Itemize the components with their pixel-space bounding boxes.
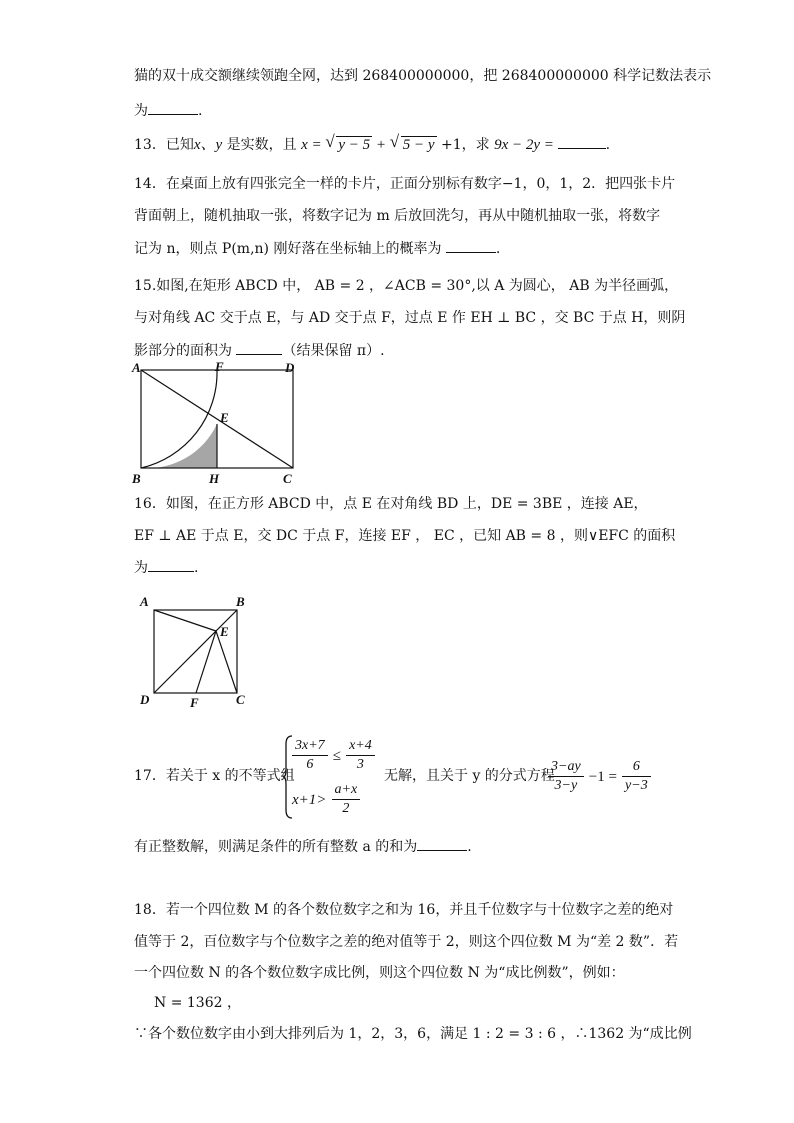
- q15-label-b: B: [132, 471, 141, 485]
- q17-prefix: 17．若关于 x 的不等式组: [134, 768, 295, 784]
- q17-eq-left-num: 3−ay: [548, 758, 584, 777]
- q17-eq-right-den: y−3: [625, 778, 648, 793]
- q13-tail: +1，求: [436, 137, 495, 153]
- q17-eq-left-frac: [548, 758, 584, 795]
- q17-ineq1-op: ≤: [332, 748, 341, 764]
- q17-ineq1-right-den: 3: [356, 757, 364, 772]
- q17-fraction-equation: [548, 758, 651, 795]
- q13-prefix: 13．已知: [134, 137, 194, 153]
- q12-line2-post: .: [198, 103, 203, 119]
- q13-root1-radicand: y − 5: [338, 137, 371, 153]
- q13-root2-radicand: 5 − y: [402, 137, 435, 153]
- q17-ineq1-left-frac: [292, 737, 328, 774]
- q18-line3: 一个四位数 N 的各个数位数字成比例，则这个四位数 N 为“成比例数”，例如：: [134, 965, 625, 981]
- q16-line3: [134, 557, 198, 578]
- q15-shaded-region: [141, 424, 217, 468]
- q15-answer-blank[interactable]: [236, 340, 282, 355]
- q12-line2-pre: 为: [134, 103, 148, 119]
- q15-label-a: A: [132, 360, 141, 375]
- q13-plus: +: [372, 137, 390, 153]
- q17-ineq2-num: a+x: [332, 781, 361, 800]
- q16-segment-ec: [216, 631, 237, 693]
- q16-diagonal-bd: [154, 610, 237, 693]
- q17-inequality-2: [292, 781, 360, 818]
- q17-eq-right-frac: [622, 758, 651, 795]
- q16-label-f: F: [190, 695, 199, 710]
- q17-eq-right-num: 6: [622, 758, 651, 777]
- q16-line2: EF ⊥ AE 于点 E，交 DC 于点 F，连接 EF ， EC ，已知 AB = 8 ，则∨EFC 的面积: [134, 528, 676, 544]
- q17-ineq2-den: 2: [342, 801, 350, 816]
- q15-label-h: H: [209, 471, 220, 485]
- q14-answer-blank[interactable]: [446, 238, 496, 253]
- q17-ineq2-frac: [332, 781, 361, 818]
- q17-minus-one: −1 =: [588, 769, 617, 785]
- q15-label-f: F: [215, 360, 224, 374]
- q13-root1: √ y − 5: [325, 132, 371, 153]
- q18-line2: 值等于 2，百位数字与个位数字之差的绝对值等于 2，则这个四位数 M 为“差 2 数”．若: [134, 934, 679, 950]
- q12-line1: 猫的双十成交额继续领跑全网，达到 268400000000，把 268400000000 科学记数法表示: [134, 68, 712, 84]
- q14-line1: 14．在桌面上放有四张完全一样的卡片，正面分别标有数字−1，0，1，2．把四张卡片: [134, 176, 676, 192]
- q16-figure: [134, 590, 259, 710]
- q17-line2-post: .: [467, 839, 472, 855]
- q15-label-c: C: [283, 471, 292, 485]
- q17-inequality-1: [292, 737, 375, 774]
- q13-root2: √ 5 − y: [389, 132, 435, 153]
- q17-ineq1-right-num: x+4: [346, 737, 375, 756]
- q15-figure: [130, 360, 305, 485]
- q12-line2: [134, 100, 202, 121]
- q17-ineq2-lhs: x+1>: [292, 792, 327, 808]
- q17-ineq1-left-num: 3x+7: [292, 737, 328, 756]
- q16-line1: 16．如图，在正方形 ABCD 中，点 E 在对角线 BD 上，DE = 3BE ，连接 AE，: [134, 496, 648, 512]
- q16-label-a: A: [140, 594, 149, 609]
- q18-line5: ∵各个数位数字由小到大排列后为 1，2，3，6，满足 1 : 2 = 3 : 6 ，∴1362 为“成比例: [134, 1026, 692, 1042]
- q14-line3: [134, 238, 500, 259]
- q13-vars: x、y: [193, 137, 223, 153]
- q13-eq-eq: =: [307, 137, 326, 153]
- q14-line3-post: .: [495, 241, 501, 257]
- q12-answer-blank[interactable]: [148, 100, 198, 115]
- q17-line2-pre: 有正整数解，则满足条件的所有整数 a 的和为: [134, 839, 418, 855]
- q16-label-b: B: [236, 594, 245, 609]
- q16-line3-post: .: [194, 560, 199, 576]
- q13-eq-lhs: x: [301, 137, 308, 153]
- q13-answer-blank[interactable]: [558, 134, 606, 149]
- q15-label-d: D: [285, 360, 295, 375]
- q13-line: [134, 134, 610, 155]
- q17-ineq1-right-frac: [346, 737, 375, 774]
- q13-eqs: =: [540, 137, 558, 153]
- q18-line1: 18．若一个四位数 M 的各个数位数字之和为 16，并且千位数字与十位数字之差的绝对: [134, 902, 674, 918]
- q14-line3-pre: 记为 n，则点 P(m,n) 刚好落在坐标轴上的概率为: [134, 241, 446, 257]
- q17-answer-blank[interactable]: [417, 836, 467, 851]
- q18-line4: N = 1362 ，: [154, 995, 241, 1011]
- q15-line2: 与对角线 AC 交于点 E，与 AD 交于点 F，过点 E 作 EH ⊥ BC ，交 BC 于点 H，则阴: [134, 310, 686, 326]
- q16-label-c: C: [236, 692, 245, 707]
- q15-label-e: E: [220, 410, 229, 425]
- q16-line3-pre: 为: [134, 560, 148, 576]
- q17-mid: 无解，且关于 y 的分式方程: [384, 768, 555, 784]
- q17-eq-left-den: 3−y: [554, 778, 578, 793]
- q15-line3-pre: 影部分的面积为: [134, 343, 237, 359]
- q14-line2: 背面朝上，随机抽取一张，将数字记为 m 后放回洗匀，再从中随机抽取一张，将数字: [134, 208, 661, 224]
- q16-segment-ae: [154, 610, 216, 631]
- q17-line2: [134, 836, 472, 857]
- q15-line3: [134, 340, 385, 361]
- q16-label-e: E: [220, 624, 229, 639]
- q17-ineq1-left-den: 6: [306, 757, 314, 772]
- q15-line3-post: （结果保留 π）.: [282, 343, 385, 359]
- q13-end: .: [605, 137, 611, 153]
- q16-answer-blank[interactable]: [148, 557, 194, 572]
- q16-label-d: D: [140, 692, 150, 707]
- q15-line1: 15.如图,在矩形 ABCD 中， AB = 2 ，∠ACB = 30°,以 A 为圆心， AB 为半径画弧，: [134, 278, 679, 294]
- q13-mid: 是实数，且: [222, 137, 302, 153]
- q13-expr: 9x − 2y: [494, 137, 541, 153]
